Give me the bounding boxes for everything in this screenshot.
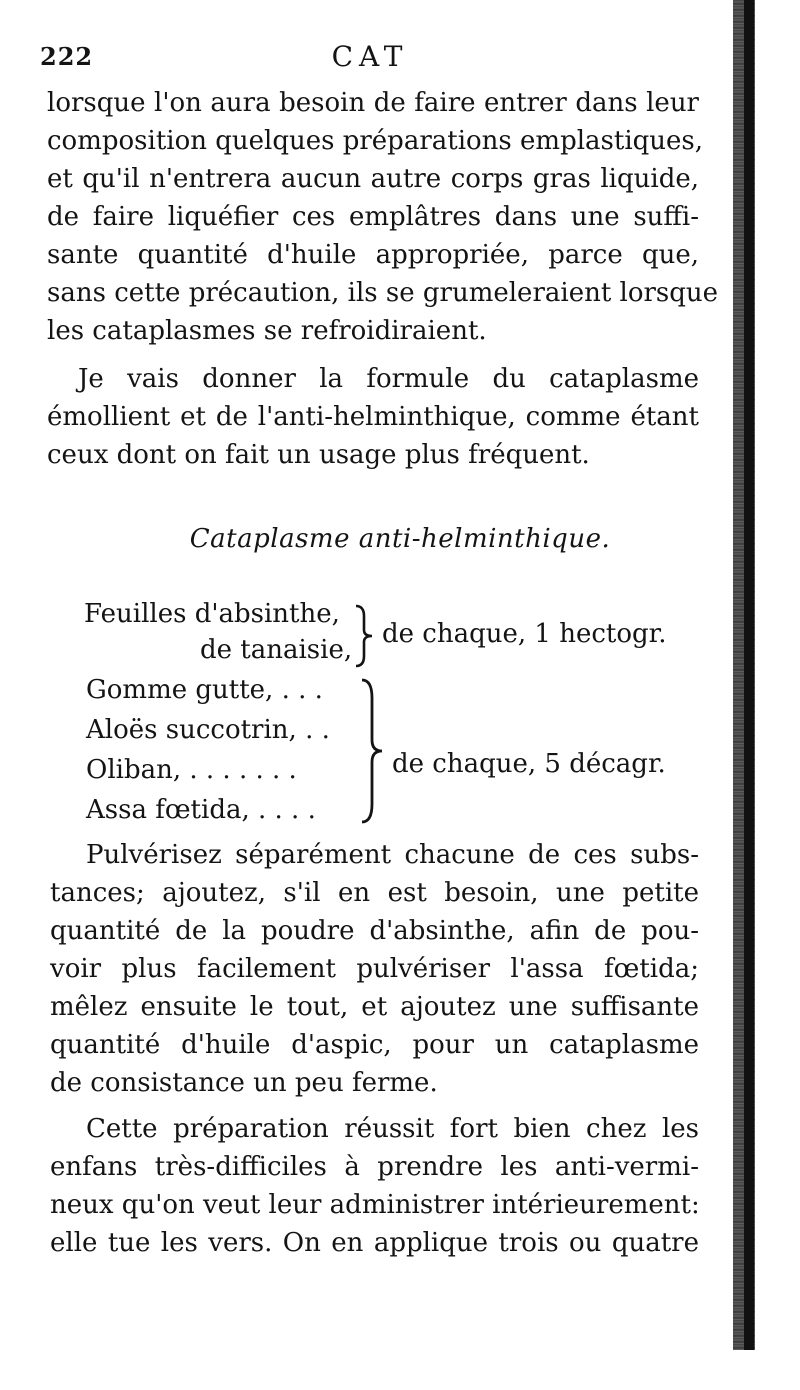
ingredient: Aloës succotrin, . .	[86, 715, 330, 745]
text-line: Pulvérisez séparément chacune de ces subs-	[86, 840, 699, 870]
brace-icon	[352, 604, 376, 668]
text-line: enfans très-difficiles à prendre les anti-vermi-	[50, 1152, 699, 1182]
text-line: lorsque l'on aura besoin de faire entrer dans leur	[47, 88, 699, 118]
ingredient: Oliban, . . . . . . .	[86, 755, 297, 785]
ingredient: de tanaisie,	[200, 635, 353, 665]
text-line: quantité de la poudre d'absinthe, afin de pou-	[50, 916, 699, 946]
ingredient-amount: de chaque, 5 décagr.	[392, 749, 666, 779]
page-header	[40, 40, 700, 80]
text-line: ceux dont on fait un usage plus fréquent.	[47, 440, 590, 470]
text-line: mêlez ensuite le tout, et ajoutez une suffisante	[50, 992, 699, 1022]
text-line: émollient et de l'anti-helminthique, comme étant	[47, 402, 699, 432]
text-line: voir plus facilement pulvériser l'assa fœtida;	[50, 954, 699, 984]
text-line: et qu'il n'entrera aucun autre corps gras liquide,	[47, 164, 699, 194]
text-line: de consistance un peu ferme.	[50, 1068, 438, 1098]
text-line: sans cette précaution, ils se grumeleraient lorsque	[47, 278, 719, 308]
ingredient: Gomme gutte, . . .	[86, 675, 323, 705]
page-edge-dark	[744, 0, 754, 1350]
recipe-title: Cataplasme anti-helminthique.	[189, 524, 611, 554]
brace-icon	[358, 678, 386, 824]
text-line: elle tue les vers. On en applique trois ou quatre	[50, 1228, 699, 1258]
text-line: sante quantité d'huile appropriée, parce que,	[47, 240, 699, 270]
text-line: de faire liquéfier ces emplâtres dans une suffi-	[47, 202, 699, 232]
running-head: CAT	[331, 40, 409, 73]
text-line: tances; ajoutez, s'il en est besoin, une petite	[50, 878, 699, 908]
text-line: neux qu'on veut leur administrer intérieurement:	[50, 1190, 700, 1220]
text-line: Je vais donner la formule du cataplasme	[78, 364, 699, 394]
text-line: les cataplasmes se refroidiraient.	[47, 316, 487, 346]
page-number: 222	[40, 42, 94, 71]
text-line: Cette préparation réussit fort bien chez les	[86, 1114, 699, 1144]
ingredient-amount: de chaque, 1 hectogr.	[382, 619, 667, 649]
text-line: composition quelques préparations emplastiques,	[47, 126, 704, 156]
ingredient: Assa fœtida, . . . .	[86, 795, 316, 825]
text-line: quantité d'huile d'aspic, pour un cataplasme	[50, 1030, 699, 1060]
ingredient: Feuilles d'absinthe,	[84, 599, 340, 629]
